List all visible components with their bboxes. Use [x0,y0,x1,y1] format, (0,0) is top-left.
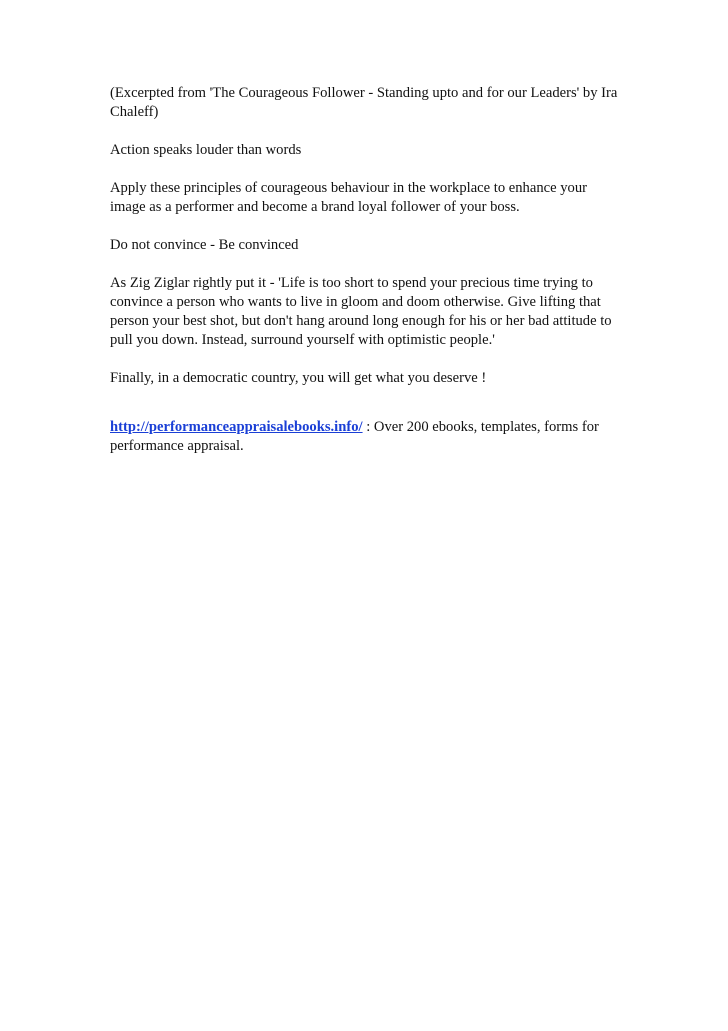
footer-paragraph [110,418,620,456]
closing-paragraph: Finally, in a democratic country, you will get what you deserve ! [110,370,487,386]
heading-action-speaks: Action speaks louder than words [110,142,302,158]
document-body [110,84,620,475]
zig-ziglar-quote-paragraph: As Zig Ziglar rightly put it - 'Life is too short to spend your precious time trying to convince a person who wants to live in gloom and doom otherwise. Give lifting that person your best shot, but don't hang around long enough for his or her bad attitude to pull you down. Instead, surround yourself with optimistic people.' [110,275,612,348]
ebooks-site-link[interactable]: http://performanceappraisalebooks.info/ [110,419,363,435]
footer-description: : Over 200 ebooks, templates, forms for performance appraisal. [110,419,599,454]
principles-paragraph: Apply these principles of courageous behaviour in the workplace to enhance your image as a performer and become a brand loyal follower of your boss. [110,180,587,215]
excerpt-source-paragraph: (Excerpted from 'The Courageous Follower - Standing upto and for our Leaders' by Ira Chaleff) [110,85,618,120]
heading-be-convinced: Do not convince - Be convinced [110,237,299,253]
